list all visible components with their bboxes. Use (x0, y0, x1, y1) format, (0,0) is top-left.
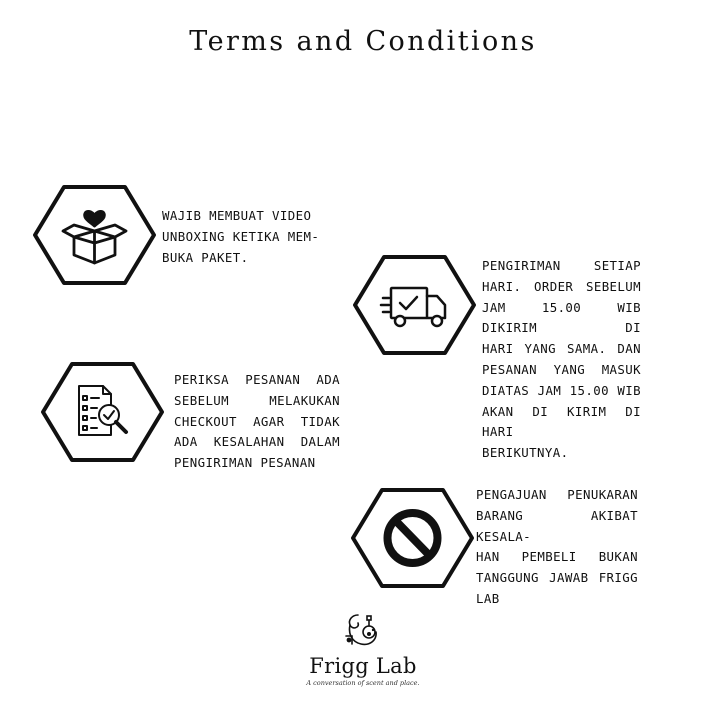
brand-tagline: A conversation of scent and place. (306, 679, 420, 687)
brand-logo (303, 610, 423, 687)
term-text-delivery: PENGIRIMAN SETIAP HARI. ORDER SEBELUM JAM 15.00 WIB DIKIRIM DI HARI YANG SAMA. DAN PESANAN YANG MASUK DIATAS JAM 15.00 WIB AKAN DI KIRIM DI HARI BERIKUTNYA. (482, 258, 641, 461)
document-inspect-icon (79, 386, 126, 435)
term-text-exchange: PENGAJUAN PENUKARAN BARANG AKIBAT KESALA- HAN PEMBELI BUKAN TANGGUNG JAWAB FRIGG LAB (476, 487, 638, 606)
page-title: Terms and Conditions (189, 26, 537, 57)
hexagon-badge (353, 255, 476, 355)
term-text-unboxing: WAJIB MEMBUAT VIDEO UNBOXING KETIKA MEM- BUKA PAKET. (162, 208, 320, 265)
hexagon-badge (33, 185, 156, 285)
gift-box-heart-icon (63, 211, 126, 263)
delivery-truck-check-icon (381, 288, 445, 326)
prohibited-icon (388, 513, 438, 563)
hexagon-badge (351, 488, 474, 588)
frigg-lab-logo-icon (340, 610, 386, 654)
term-text-inspect: PERIKSA PESANAN ADA SEBELUM MELAKUKAN CHECKOUT AGAR TIDAK ADA KESALAHAN DALAM PENGIRIMAN PESANAN (174, 372, 340, 471)
hexagon-badge (41, 362, 164, 462)
brand-name: Frigg Lab (309, 654, 417, 678)
